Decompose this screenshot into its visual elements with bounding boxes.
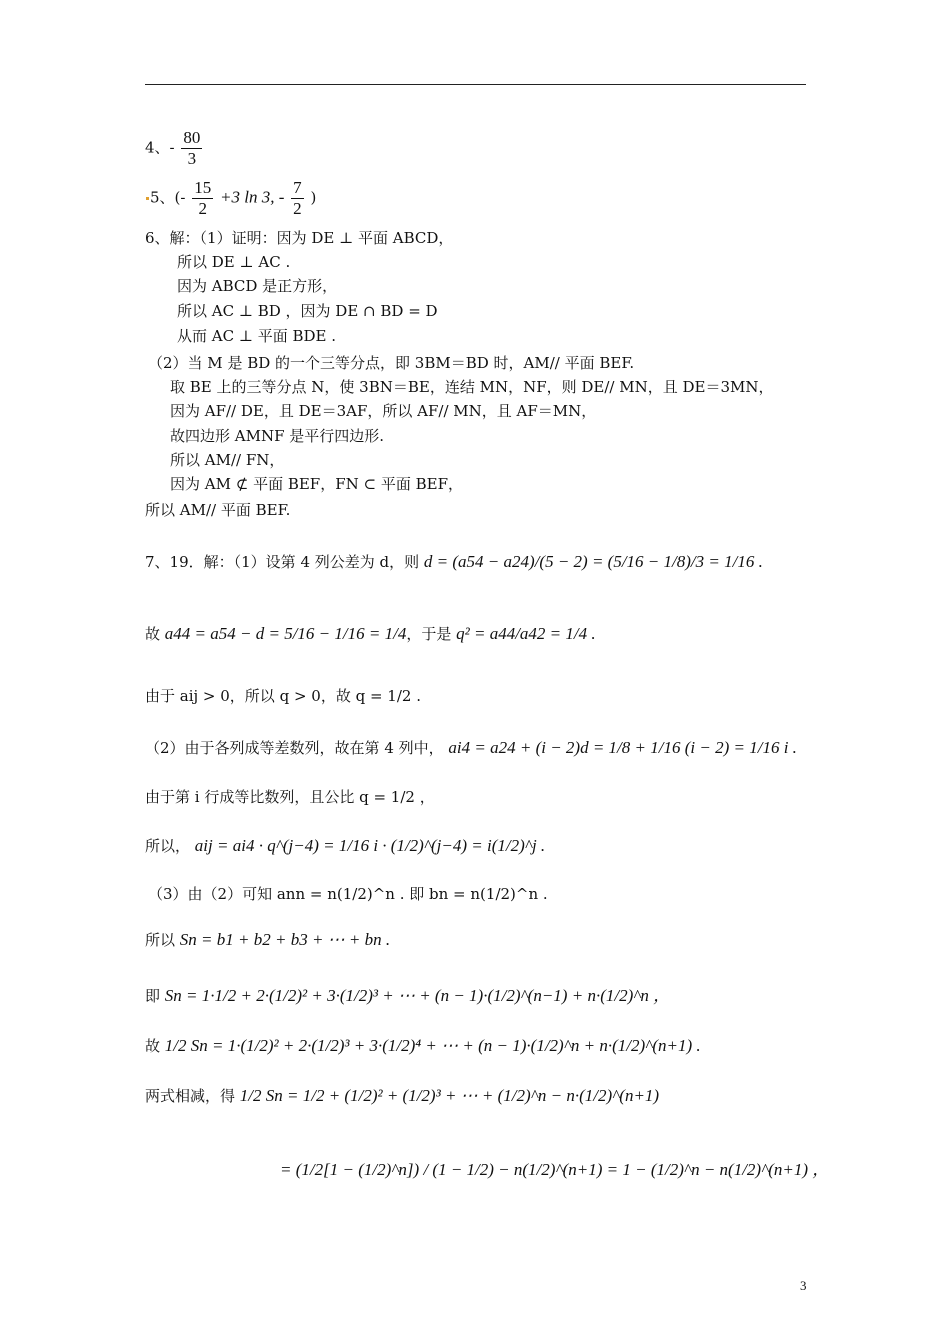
- answer-4-label: 4、-: [145, 138, 175, 157]
- answer-7-line-9: 即 Sn = 1·1/2 + 2·(1/2)² + 3·(1/2)³ + ⋯ + (n − 1)·(1/2)^(n−1) + n·(1/2)^n ，: [145, 986, 671, 1005]
- answer-5: 5、(- $\frac{15}{2}$ +3 ln 3, - $\frac{7}{2}$ ): [145, 178, 316, 219]
- answer-7-line-12: = (1/2[1 − (1/2)^n]) / (1 − 1/2) − n(1/2)^(n+1) = 1 − (1/2)^n − n(1/2)^(n+1) ，: [280, 1160, 830, 1179]
- header-rule: [145, 84, 806, 85]
- answer-7-line-3: 由于 aij > 0，所以 q > 0，故 q = 1/2 .: [145, 687, 421, 705]
- answer-6-part2-line-1: （2）当 M 是 BD 的一个三等分点，即 3BM＝BD 时，AM// 平面 BEF.: [148, 354, 635, 372]
- answer-7-line-6: 所以， aij = ai4 · q^(j−4) = 1/16 i · (1/2)^(j−4) = i(1/2)^j .: [145, 836, 546, 855]
- answer-6-part2-line-6: 因为 AM ⊄ 平面 BEF，FN ⊂ 平面 BEF，: [170, 475, 463, 493]
- answer-6-conclusion: 所以 AM// 平面 BEF.: [145, 501, 291, 519]
- answer-6-line-2: 所以 DE ⊥ AC .: [177, 253, 291, 271]
- answer-7-line-4: （2）由于各列成等差数列，故在第 4 列中， ai4 = a24 + (i − 2)d = 1/8 + 1/16 (i − 2) = 1/16 i .: [145, 738, 797, 757]
- page-number: 3: [800, 1278, 807, 1293]
- answer-4-fraction: $\frac{80}{3}$: [183, 128, 201, 168]
- answer-6-line-4: 所以 AC ⊥ BD ，因为 DE ∩ BD = D: [177, 302, 438, 320]
- answer-7-line-7: （3）由（2）可知 ann = n(1/2)^n . 即 bn = n(1/2)^n .: [148, 885, 548, 903]
- answer-7-line-2: 故 a44 = a54 − d = 5/16 − 1/16 = 1/4，于是 q² = a44/a42 = 1/4 .: [145, 624, 596, 643]
- answer-7-line-10: 故 1/2 Sn = 1·(1/2)² + 2·(1/2)³ + 3·(1/2)⁴ + ⋯ + (n − 1)·(1/2)^n + n·(1/2)^(n+1) .: [145, 1036, 701, 1055]
- answer-7-line-8: 所以 Sn = b1 + b2 + b3 + ⋯ + bn .: [145, 930, 391, 949]
- answer-6-line-3: 因为 ABCD 是正方形，: [177, 277, 338, 295]
- answer-6-part2-line-5: 所以 AM// FN，: [170, 451, 285, 469]
- answer-6-part2-line-2: 取 BE 上的三等分点 N，使 3BN＝BE，连结 MN，NF，则 DE// MN，且 DE＝3MN，: [170, 378, 774, 396]
- answer-7-line-1: 7、19．解：（1）设第 4 列公差为 d，则 d = (a54 − a24)/(5 − 2) = (5/16 − 1/8)/3 = 1/16 .: [145, 552, 763, 571]
- answer-6-part2-line-4: 故四边形 AMNF 是平行四边形.: [170, 427, 385, 445]
- answer-7-line-11: 两式相减，得 1/2 Sn = 1/2 + (1/2)² + (1/2)³ + ⋯ + (1/2)^n − n·(1/2)^(n+1): [145, 1086, 660, 1105]
- answer-6-part2-line-3: 因为 AF// DE，且 DE＝3AF，所以 AF// MN，且 AF＝MN，: [170, 402, 597, 420]
- answer-7-line-5: 由于第 i 行成等比数列，且公比 q = 1/2 ，: [145, 788, 435, 806]
- answer-6-line-1: 6、解：（1）证明：因为 DE ⊥ 平面 ABCD，: [145, 229, 454, 247]
- answer-4: [145, 128, 204, 169]
- answer-6-line-5: 从而 AC ⊥ 平面 BDE .: [177, 327, 337, 345]
